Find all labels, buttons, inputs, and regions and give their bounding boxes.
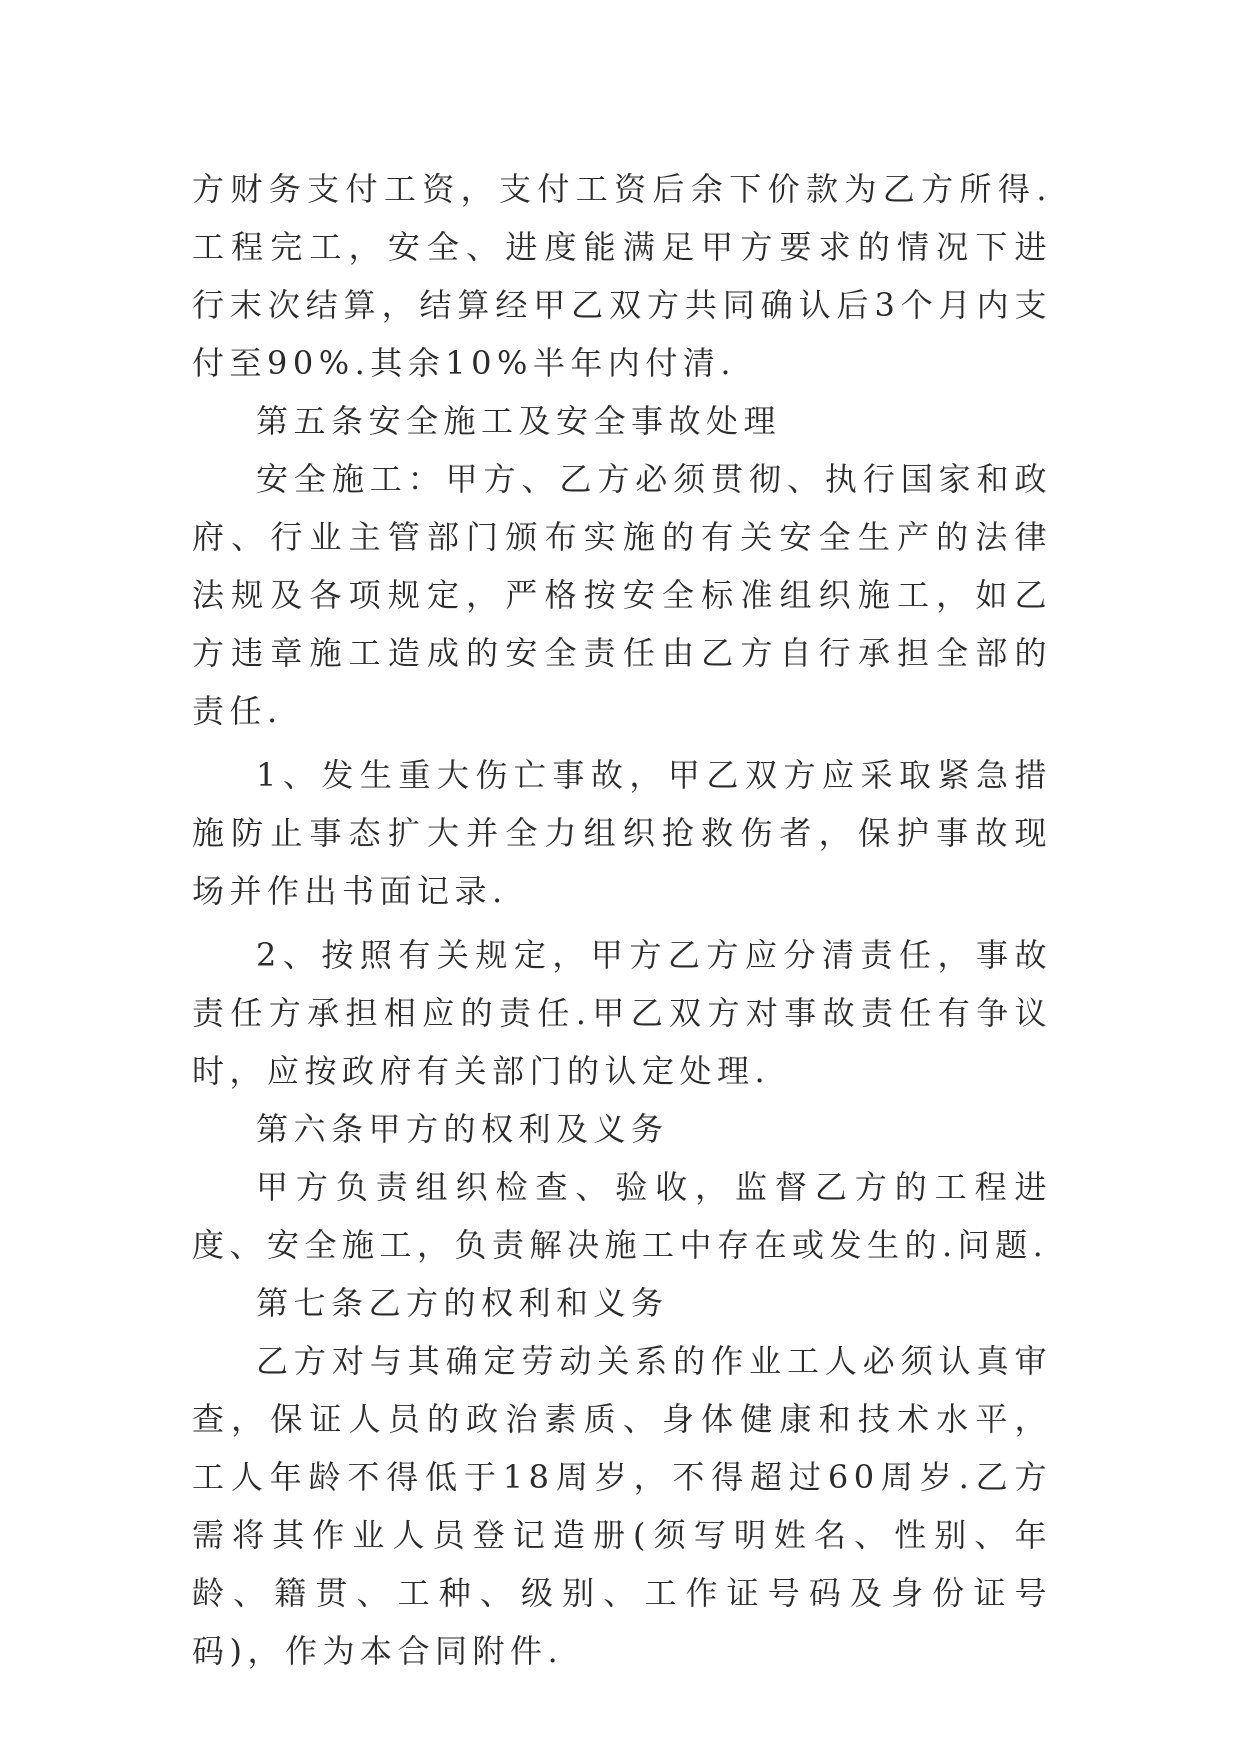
paragraph-accident-item-1: 1、发生重大伤亡事故，甲乙双方应采取紧急措施防止事态扩大并全力组织抢救伤者，保护事故现场并作出书面记录.	[192, 756, 1052, 910]
paragraph-party-a-duties: 甲方负责组织检查、验收，监督乙方的工程进度、安全施工，负责解决施工中存在或发生的.问题.	[192, 1168, 1052, 1264]
paragraph-safety-construction: 安全施工：甲方、乙方必须贯彻、执行国家和政府、行业主管部门颁布实施的有关安全生产的法律法规及各项规定，严格按安全标准组织施工，如乙方违章施工造成的安全责任由乙方自行承担全部的责任.	[192, 460, 1052, 730]
paragraph-accident-item-2: 2、按照有关规定，甲方乙方应分清责任，事故责任方承担相应的责任.甲乙双方对事故责任有争议时，应按政府有关部门的认定处理.	[192, 936, 1052, 1090]
document-body	[192, 160, 1052, 1680]
paragraph-party-b-duties: 乙方对与其确定劳动关系的作业工人必须认真审查，保证人员的政治素质、身体健康和技术水平，工人年龄不得低于18周岁，不得超过60周岁.乙方需将其作业人员登记造册(须写明姓名、性别、年龄、籍贯、工种、级别、工作证号码及身份证号码)，作为本合同附件.	[192, 1342, 1052, 1670]
paragraph-payment-terms: 方财务支付工资，支付工资后余下价款为乙方所得.工程完工，安全、进度能满足甲方要求的情况下进行末次结算，结算经甲乙双方共同确认后3个月内支付至90%.其余10%半年内付清.	[192, 170, 1052, 382]
section-heading-article-5: 第五条安全施工及安全事故处理	[256, 402, 782, 440]
section-heading-article-6: 第六条甲方的权利及义务	[256, 1110, 669, 1148]
section-heading-article-7: 第七条乙方的权利和义务	[256, 1284, 669, 1322]
